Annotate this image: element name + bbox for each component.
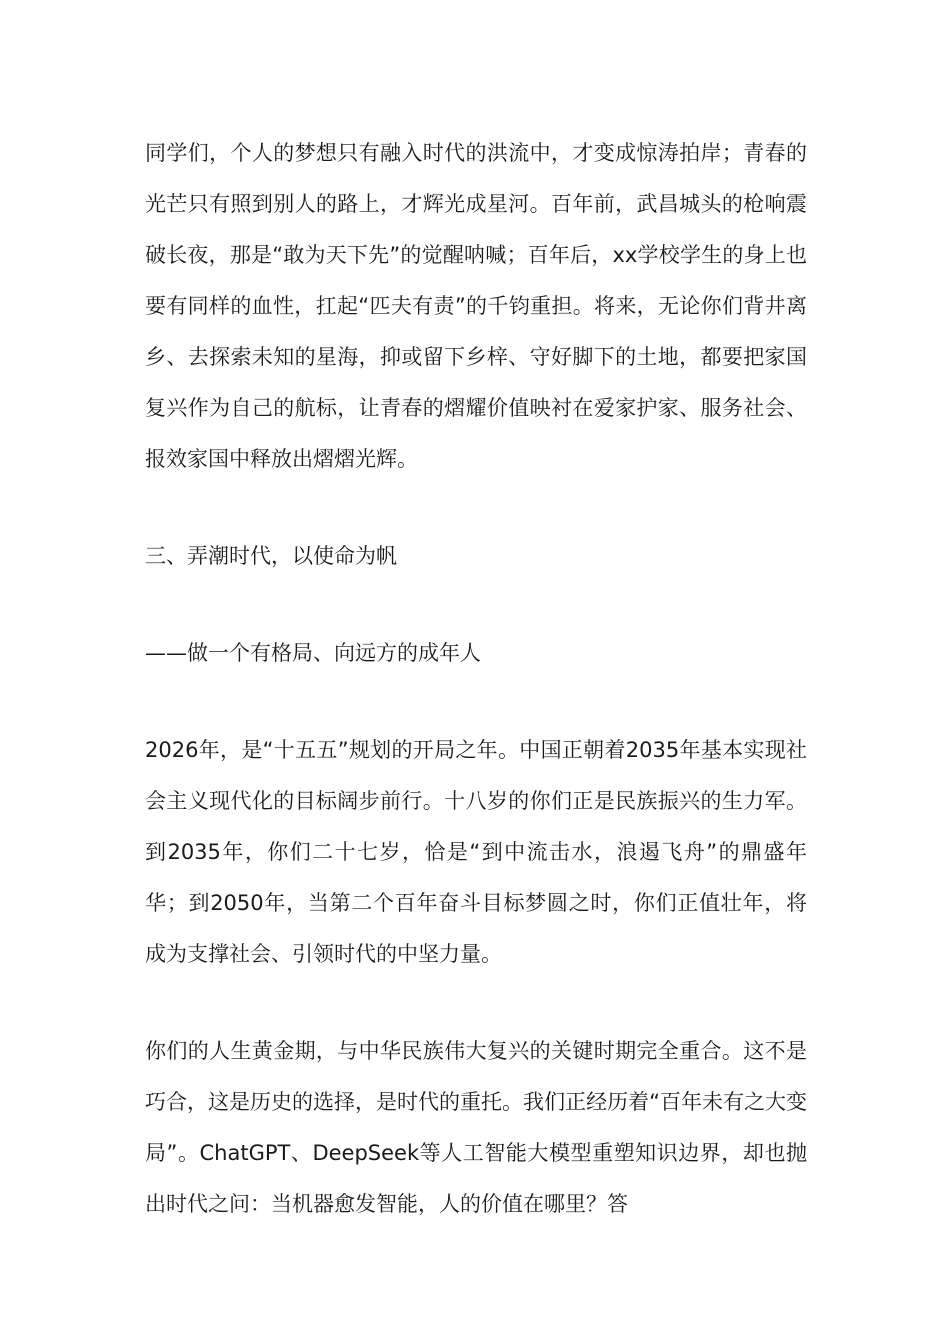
document-body — [145, 128, 807, 1230]
section-heading: 三、弄潮时代，以使命为帆 — [145, 544, 397, 568]
paragraph-2026: 2026年，是“十五五”规划的开局之年。中国正朝着2035年基本实现社会主义现代化的目标阔步前行。十八岁的你们正是民族振兴的生力军。到2035年，你们二十七岁，恰是“到中流击水，浪遏飞舟”的鼎盛年华；到2050年，当第二个百年奋斗目标梦圆之时，你们正值壮年，将成为支撑社会、引领时代的中坚力量。 — [145, 738, 807, 966]
paragraph-dream: 同学们，个人的梦想只有融入时代的洪流中，才变成惊涛拍岸；青春的光芒只有照到别人的路上，才辉光成星河。百年前，武昌城头的枪响震破长夜，那是“敢为天下先”的觉醒呐喊；百年后，xx学校学生的身上也要有同样的血性，扛起“匹夫有责”的千钧重担。将来，无论你们背井离乡、去探索未知的星海，抑或留下乡梓、守好脚下的土地，都要把家国复兴作为自己的航标，让青春的熠耀价值映衬在爱家护家、服务社会、报效家国中释放出熠熠光辉。 — [145, 141, 807, 471]
section-subheading: ——做一个有格局、向远方的成年人 — [145, 641, 481, 665]
paragraph-golden-period: 你们的人生黄金期，与中华民族伟大复兴的关键时期完全重合。这不是巧合，这是历史的选择，是时代的重托。我们正经历着“百年未有之大变局”。ChatGPT、DeepSeek等人工智能大模型重塑知识边界，却也抛出时代之问：当机器愈发智能，人的价值在哪里？答 — [145, 1039, 807, 1216]
